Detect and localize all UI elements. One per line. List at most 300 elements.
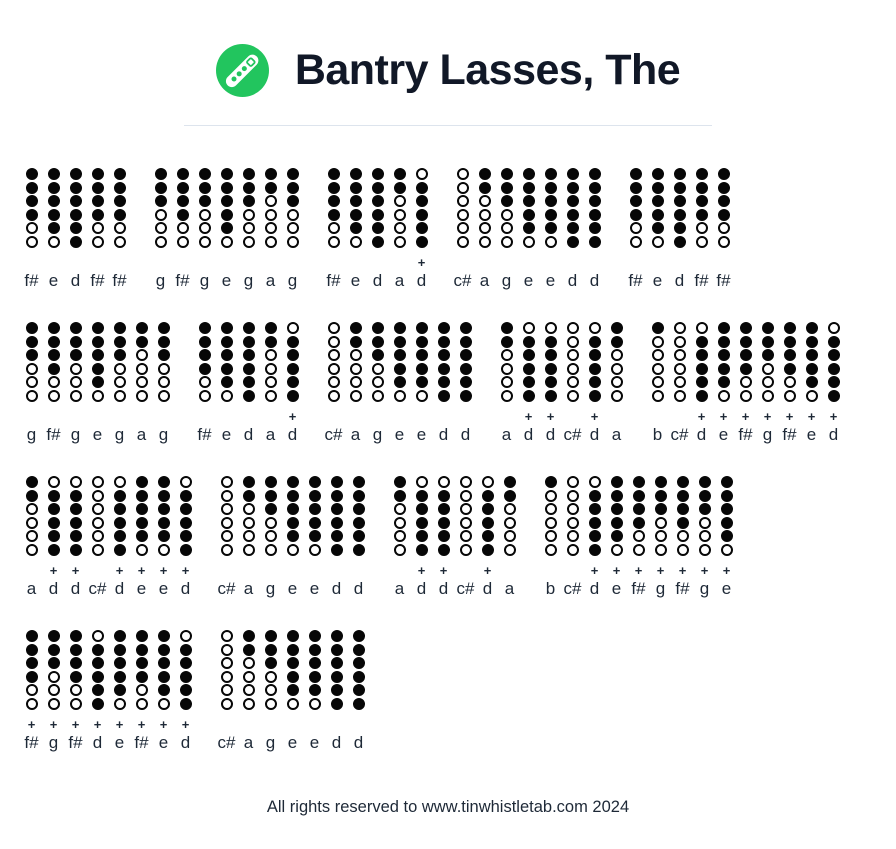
hole-covered-dot xyxy=(309,490,321,502)
hole-open-dot xyxy=(26,390,38,402)
note-group xyxy=(25,168,126,290)
octave-plus-marker: + xyxy=(697,409,706,424)
hole-covered-dot xyxy=(287,490,299,502)
hole-open-dot xyxy=(48,376,60,388)
octave-plus-marker: + xyxy=(159,563,168,578)
hole-covered-dot xyxy=(114,684,126,696)
hole-covered-dot xyxy=(523,222,535,234)
hole-covered-dot xyxy=(394,182,406,194)
note-column xyxy=(91,630,104,752)
hole-covered-dot xyxy=(136,657,148,669)
note-column xyxy=(25,168,38,290)
note-column xyxy=(47,322,60,444)
hole-covered-dot xyxy=(633,517,645,529)
hole-covered-dot xyxy=(180,503,192,515)
hole-open-dot xyxy=(287,222,299,234)
note-label: e xyxy=(718,425,729,444)
octave-plus-marker: + xyxy=(417,255,426,270)
note-label: g xyxy=(158,425,169,444)
note-label: a xyxy=(394,271,405,290)
hole-covered-dot xyxy=(243,336,255,348)
hole-open-dot xyxy=(221,671,233,683)
hole-open-dot xyxy=(155,222,167,234)
hole-open-dot xyxy=(457,195,469,207)
hole-open-dot xyxy=(479,236,491,248)
hole-covered-dot xyxy=(331,476,343,488)
note-group xyxy=(217,630,365,752)
hole-open-dot xyxy=(479,209,491,221)
note-label: e xyxy=(221,425,232,444)
hole-open-dot xyxy=(70,363,82,375)
hole-open-dot xyxy=(243,503,255,515)
hole-covered-dot xyxy=(545,363,557,375)
hole-covered-dot xyxy=(762,349,774,361)
note-label: f# xyxy=(90,271,105,290)
hole-covered-dot xyxy=(545,182,557,194)
note-group xyxy=(324,322,472,444)
hole-covered-dot xyxy=(740,363,752,375)
hole-open-dot xyxy=(26,222,38,234)
octave-plus-marker: + xyxy=(181,563,190,578)
note-label: f# xyxy=(112,271,127,290)
hole-covered-dot xyxy=(48,182,60,194)
hole-open-dot xyxy=(655,517,667,529)
hole-covered-dot xyxy=(136,476,148,488)
header-divider xyxy=(184,125,712,126)
footer-text: All rights reserved to www.tinwhistletab.com 2024 xyxy=(266,798,630,816)
hole-covered-dot xyxy=(70,671,82,683)
hole-open-dot xyxy=(177,222,189,234)
hole-open-dot xyxy=(92,503,104,515)
hole-open-dot xyxy=(92,530,104,542)
hole-covered-dot xyxy=(26,630,38,642)
hole-covered-dot xyxy=(158,490,170,502)
hole-covered-dot xyxy=(136,671,148,683)
note-column xyxy=(437,322,450,444)
hole-covered-dot xyxy=(265,476,277,488)
hole-covered-dot xyxy=(828,390,840,402)
note-label: d xyxy=(589,579,600,598)
note-column xyxy=(25,322,38,444)
note-label: d xyxy=(567,271,578,290)
hole-covered-dot xyxy=(350,336,362,348)
hole-covered-dot xyxy=(199,363,211,375)
hole-covered-dot xyxy=(416,349,428,361)
hole-open-dot xyxy=(70,476,82,488)
hole-covered-dot xyxy=(309,476,321,488)
hole-covered-dot xyxy=(287,376,299,388)
hole-covered-dot xyxy=(92,376,104,388)
hole-covered-dot xyxy=(504,490,516,502)
hole-covered-dot xyxy=(114,517,126,529)
tab-row xyxy=(25,168,896,290)
hole-covered-dot xyxy=(394,363,406,375)
note-column xyxy=(308,476,321,598)
hole-open-dot xyxy=(674,363,686,375)
hole-covered-dot xyxy=(438,349,450,361)
note-label: e xyxy=(309,579,320,598)
hole-covered-dot xyxy=(416,236,428,248)
hole-covered-dot xyxy=(394,322,406,334)
note-label: e xyxy=(416,425,427,444)
hole-covered-dot xyxy=(48,630,60,642)
hole-open-dot xyxy=(328,349,340,361)
hole-open-dot xyxy=(504,503,516,515)
note-label: f# xyxy=(24,271,39,290)
note-label: g xyxy=(70,425,81,444)
note-label: g xyxy=(699,579,710,598)
hole-covered-dot xyxy=(718,376,730,388)
note-label: f# xyxy=(134,733,149,752)
note-column xyxy=(415,168,428,290)
hole-open-dot xyxy=(243,544,255,556)
octave-plus-marker: + xyxy=(656,563,665,578)
hole-open-dot xyxy=(199,376,211,388)
hole-covered-dot xyxy=(718,182,730,194)
hole-covered-dot xyxy=(353,644,365,656)
hole-covered-dot xyxy=(677,503,689,515)
hole-open-dot xyxy=(199,209,211,221)
hole-covered-dot xyxy=(740,349,752,361)
hole-open-dot xyxy=(696,236,708,248)
hole-covered-dot xyxy=(696,390,708,402)
note-label: e xyxy=(611,579,622,598)
octave-plus-marker: + xyxy=(137,717,146,732)
hole-open-dot xyxy=(136,363,148,375)
note-label: d xyxy=(331,733,342,752)
hole-open-dot xyxy=(479,195,491,207)
hole-covered-dot xyxy=(674,195,686,207)
hole-open-dot xyxy=(394,209,406,221)
note-column xyxy=(264,322,277,444)
note-column xyxy=(242,630,255,752)
note-column xyxy=(220,168,233,290)
hole-open-dot xyxy=(328,236,340,248)
octave-plus-marker: + xyxy=(483,563,492,578)
note-column xyxy=(47,630,60,752)
hole-covered-dot xyxy=(114,657,126,669)
hole-covered-dot xyxy=(287,517,299,529)
hole-open-dot xyxy=(92,476,104,488)
hole-covered-dot xyxy=(158,349,170,361)
tab-row xyxy=(25,630,896,752)
note-label: d xyxy=(331,579,342,598)
hole-covered-dot xyxy=(26,209,38,221)
hole-open-dot xyxy=(26,503,38,515)
hole-open-dot xyxy=(265,698,277,710)
hole-covered-dot xyxy=(353,684,365,696)
hole-open-dot xyxy=(567,530,579,542)
note-group xyxy=(25,476,192,598)
hole-open-dot xyxy=(394,503,406,515)
hole-covered-dot xyxy=(611,503,623,515)
note-column xyxy=(500,168,513,290)
hole-covered-dot xyxy=(699,503,711,515)
hole-open-dot xyxy=(114,698,126,710)
note-label: g xyxy=(655,579,666,598)
hole-open-dot xyxy=(460,476,472,488)
hole-covered-dot xyxy=(394,376,406,388)
note-column xyxy=(673,168,686,290)
hole-covered-dot xyxy=(114,644,126,656)
hole-covered-dot xyxy=(92,209,104,221)
hole-covered-dot xyxy=(416,544,428,556)
hole-open-dot xyxy=(567,336,579,348)
hole-covered-dot xyxy=(740,322,752,334)
note-column xyxy=(286,168,299,290)
octave-plus-marker: + xyxy=(71,717,80,732)
hole-open-dot xyxy=(221,503,233,515)
hole-covered-dot xyxy=(589,209,601,221)
octave-plus-marker: + xyxy=(115,563,124,578)
hole-covered-dot xyxy=(718,363,730,375)
hole-covered-dot xyxy=(372,195,384,207)
hole-covered-dot xyxy=(243,195,255,207)
hole-open-dot xyxy=(287,322,299,334)
hole-open-dot xyxy=(350,376,362,388)
hole-covered-dot xyxy=(70,490,82,502)
hole-covered-dot xyxy=(479,182,491,194)
hole-covered-dot xyxy=(180,517,192,529)
hole-open-dot xyxy=(674,390,686,402)
note-group xyxy=(393,476,516,598)
note-column xyxy=(264,630,277,752)
hole-covered-dot xyxy=(630,195,642,207)
hole-covered-dot xyxy=(70,222,82,234)
note-label: d xyxy=(589,425,600,444)
note-column xyxy=(330,630,343,752)
octave-plus-marker: + xyxy=(159,717,168,732)
hole-covered-dot xyxy=(630,182,642,194)
note-label: e xyxy=(48,271,59,290)
hole-covered-dot xyxy=(48,209,60,221)
octave-plus-marker: + xyxy=(524,409,533,424)
hole-covered-dot xyxy=(92,684,104,696)
note-label: c# xyxy=(217,733,236,752)
hole-open-dot xyxy=(460,503,472,515)
hole-open-dot xyxy=(457,168,469,180)
hole-open-dot xyxy=(630,222,642,234)
hole-covered-dot xyxy=(611,530,623,542)
hole-open-dot xyxy=(265,376,277,388)
hole-covered-dot xyxy=(501,195,513,207)
hole-covered-dot xyxy=(394,168,406,180)
hole-covered-dot xyxy=(438,490,450,502)
note-label: f# xyxy=(24,733,39,752)
note-label: e xyxy=(394,425,405,444)
hole-covered-dot xyxy=(287,503,299,515)
note-column xyxy=(113,322,126,444)
note-label: d xyxy=(353,579,364,598)
note-label: a xyxy=(26,579,37,598)
note-column xyxy=(47,168,60,290)
tab-row xyxy=(25,322,896,444)
hole-covered-dot xyxy=(806,363,818,375)
note-label: a xyxy=(501,425,512,444)
hole-open-dot xyxy=(545,236,557,248)
hole-covered-dot xyxy=(243,630,255,642)
hole-open-dot xyxy=(158,390,170,402)
hole-covered-dot xyxy=(70,195,82,207)
hole-covered-dot xyxy=(199,195,211,207)
hole-covered-dot xyxy=(567,168,579,180)
hole-covered-dot xyxy=(199,349,211,361)
hole-open-dot xyxy=(136,376,148,388)
hole-covered-dot xyxy=(287,684,299,696)
hole-open-dot xyxy=(328,363,340,375)
hole-covered-dot xyxy=(828,363,840,375)
hole-covered-dot xyxy=(589,530,601,542)
hole-open-dot xyxy=(545,503,557,515)
hole-open-dot xyxy=(136,390,148,402)
hole-open-dot xyxy=(611,349,623,361)
hole-covered-dot xyxy=(784,349,796,361)
hole-covered-dot xyxy=(177,209,189,221)
hole-covered-dot xyxy=(287,168,299,180)
note-label: c# xyxy=(670,425,689,444)
hole-open-dot xyxy=(243,530,255,542)
hole-covered-dot xyxy=(221,195,233,207)
octave-plus-marker: + xyxy=(115,717,124,732)
hole-open-dot xyxy=(633,530,645,542)
hole-open-dot xyxy=(48,236,60,248)
hole-covered-dot xyxy=(155,182,167,194)
hole-covered-dot xyxy=(394,336,406,348)
hole-covered-dot xyxy=(158,517,170,529)
note-column xyxy=(308,630,321,752)
note-column xyxy=(217,630,236,752)
hole-open-dot xyxy=(265,236,277,248)
hole-covered-dot xyxy=(721,503,733,515)
hole-covered-dot xyxy=(265,322,277,334)
hole-covered-dot xyxy=(26,657,38,669)
hole-covered-dot xyxy=(309,517,321,529)
hole-covered-dot xyxy=(328,209,340,221)
hole-covered-dot xyxy=(92,336,104,348)
octave-plus-marker: + xyxy=(700,563,709,578)
octave-plus-marker: + xyxy=(612,563,621,578)
hole-open-dot xyxy=(70,376,82,388)
hole-open-dot xyxy=(309,698,321,710)
octave-plus-marker: + xyxy=(137,563,146,578)
note-column xyxy=(349,322,362,444)
note-column xyxy=(352,476,365,598)
hole-covered-dot xyxy=(265,630,277,642)
note-column xyxy=(69,630,82,752)
octave-plus-marker: + xyxy=(27,717,36,732)
hole-covered-dot xyxy=(199,168,211,180)
hole-open-dot xyxy=(92,222,104,234)
hole-covered-dot xyxy=(438,390,450,402)
hole-open-dot xyxy=(718,222,730,234)
hole-covered-dot xyxy=(372,336,384,348)
hole-covered-dot xyxy=(331,630,343,642)
hole-covered-dot xyxy=(438,376,450,388)
note-column xyxy=(651,322,664,444)
hole-open-dot xyxy=(243,209,255,221)
hole-covered-dot xyxy=(460,349,472,361)
hole-covered-dot xyxy=(287,671,299,683)
hole-covered-dot xyxy=(114,630,126,642)
hole-open-dot xyxy=(350,363,362,375)
hole-covered-dot xyxy=(92,671,104,683)
note-label: d xyxy=(589,271,600,290)
hole-covered-dot xyxy=(806,349,818,361)
hole-covered-dot xyxy=(48,322,60,334)
hole-covered-dot xyxy=(331,490,343,502)
note-column xyxy=(217,476,236,598)
hole-open-dot xyxy=(221,476,233,488)
note-label: d xyxy=(353,733,364,752)
hole-covered-dot xyxy=(545,390,557,402)
hole-covered-dot xyxy=(309,684,321,696)
hole-covered-dot xyxy=(372,236,384,248)
note-column xyxy=(25,630,38,752)
hole-covered-dot xyxy=(158,684,170,696)
note-label: d xyxy=(114,579,125,598)
note-label: e xyxy=(92,425,103,444)
note-column xyxy=(827,322,840,444)
octave-plus-marker: + xyxy=(49,717,58,732)
hole-covered-dot xyxy=(589,336,601,348)
hole-open-dot xyxy=(457,182,469,194)
hole-covered-dot xyxy=(180,490,192,502)
hole-open-dot xyxy=(328,336,340,348)
note-column xyxy=(783,322,796,444)
hole-covered-dot xyxy=(136,336,148,348)
note-label: e xyxy=(806,425,817,444)
hole-covered-dot xyxy=(48,336,60,348)
hole-covered-dot xyxy=(589,349,601,361)
hole-covered-dot xyxy=(221,222,233,234)
hole-open-dot xyxy=(762,390,774,402)
hole-covered-dot xyxy=(523,195,535,207)
hole-open-dot xyxy=(114,363,126,375)
hole-open-dot xyxy=(287,698,299,710)
note-column xyxy=(135,476,148,598)
hole-covered-dot xyxy=(287,476,299,488)
hole-covered-dot xyxy=(48,503,60,515)
hole-covered-dot xyxy=(696,363,708,375)
hole-covered-dot xyxy=(70,322,82,334)
hole-open-dot xyxy=(92,544,104,556)
note-column xyxy=(157,322,170,444)
hole-covered-dot xyxy=(180,657,192,669)
hole-covered-dot xyxy=(652,195,664,207)
note-label: g xyxy=(287,271,298,290)
note-label: e xyxy=(158,733,169,752)
hole-covered-dot xyxy=(114,182,126,194)
hole-covered-dot xyxy=(545,222,557,234)
hole-open-dot xyxy=(611,376,623,388)
hole-covered-dot xyxy=(633,503,645,515)
hole-open-dot xyxy=(265,544,277,556)
hole-open-dot xyxy=(180,476,192,488)
hole-covered-dot xyxy=(243,490,255,502)
hole-open-dot xyxy=(394,517,406,529)
hole-covered-dot xyxy=(523,349,535,361)
note-label: a xyxy=(394,579,405,598)
hole-covered-dot xyxy=(416,195,428,207)
hole-open-dot xyxy=(501,363,513,375)
note-label: e xyxy=(721,579,732,598)
hole-open-dot xyxy=(114,222,126,234)
hole-covered-dot xyxy=(350,322,362,334)
note-column xyxy=(654,476,667,598)
note-column xyxy=(47,476,60,598)
hole-covered-dot xyxy=(589,222,601,234)
note-label: f# xyxy=(694,271,709,290)
